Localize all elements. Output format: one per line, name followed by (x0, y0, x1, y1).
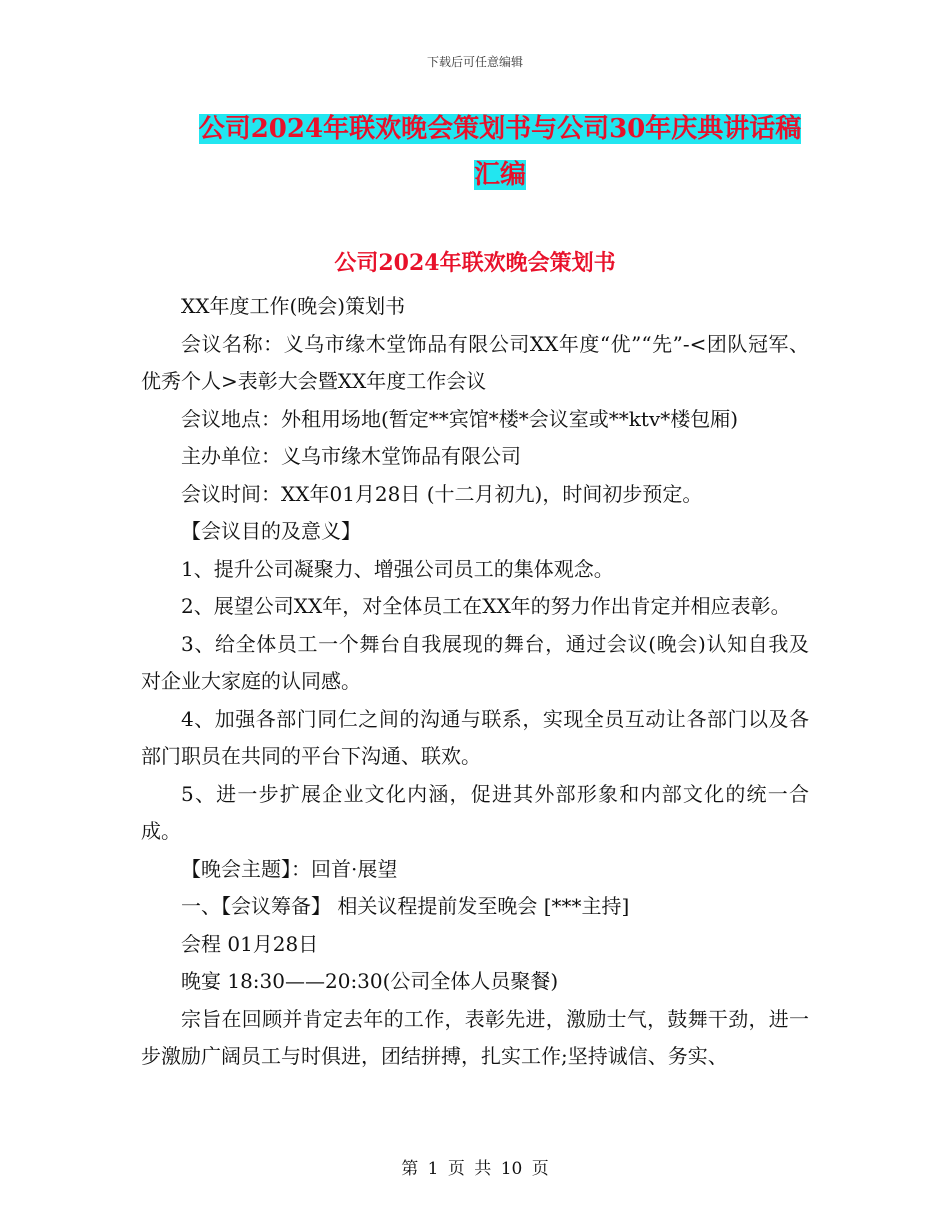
paragraph: 5、进一步扩展企业文化内涵，促进其外部形象和内部文化的统一合成。 (141, 781, 809, 843)
paragraph: 【会议目的及意义】 (181, 519, 361, 543)
paragraph: 会议地点：外租用场地(暂定**宾馆*楼*会议室或**ktv*楼包厢) (181, 406, 739, 431)
paragraph: 2、展望公司XX年，对全体员工在XX年的努力作出肯定并相应表彰。 (181, 594, 791, 618)
paragraph: 晚宴 18:30——20:30(公司全体人员聚餐) (181, 969, 559, 993)
paragraph: 1、提升公司凝聚力、增强公司员工的集体观念。 (181, 556, 614, 581)
document-title (150, 106, 850, 198)
section-title: 公司2024年联欢晚会策划书 (334, 250, 616, 276)
document-title-line-1: 公司2024年联欢晚会策划书与公司30年庆典讲话稿 (198, 114, 802, 144)
paragraph: 4、加强各部门同仁之间的沟通与联系，实现全员互动让各部门以及各部门职员在共同的平台下沟通、联欢。 (141, 706, 809, 768)
paragraph: 3、给全体员工一个舞台自我展现的舞台，通过会议(晚会)认知自我及对企业大家庭的认同感。 (141, 631, 809, 693)
paragraph: 会程 01月28日 (181, 931, 319, 956)
document-title-line-2: 汇编 (473, 160, 526, 190)
paragraph: XX年度工作(晚会)策划书 (181, 294, 406, 318)
paragraph: 一、【会议筹备】 相关议程提前发至晚会 [***主持] (181, 894, 630, 918)
paragraph: 【晚会主题】：回首·展望 (181, 856, 398, 881)
page-footer: 第 1 页 共 10 页 (401, 1159, 549, 1179)
paragraph: 宗旨在回顾并肯定去年的工作，表彰先进，激励士气，鼓舞干劲，进一步激励广阔员工与时俱进，团结拼搏，扎实工作;坚持诚信、务实、 (141, 1006, 809, 1068)
header-note: 下载后可任意编辑 (426, 55, 523, 69)
paragraph: 主办单位：义乌市缘木堂饰品有限公司 (181, 444, 521, 468)
paragraph: 会议时间：XX年01月28日 (十二月初九)，时间初步预定。 (181, 481, 703, 506)
document-body (141, 288, 809, 1076)
paragraph: 会议名称：义乌市缘木堂饰品有限公司XX年度“优”“先”-<团队冠军、优秀个人>表彰大会暨XX年度工作会议 (141, 331, 809, 393)
